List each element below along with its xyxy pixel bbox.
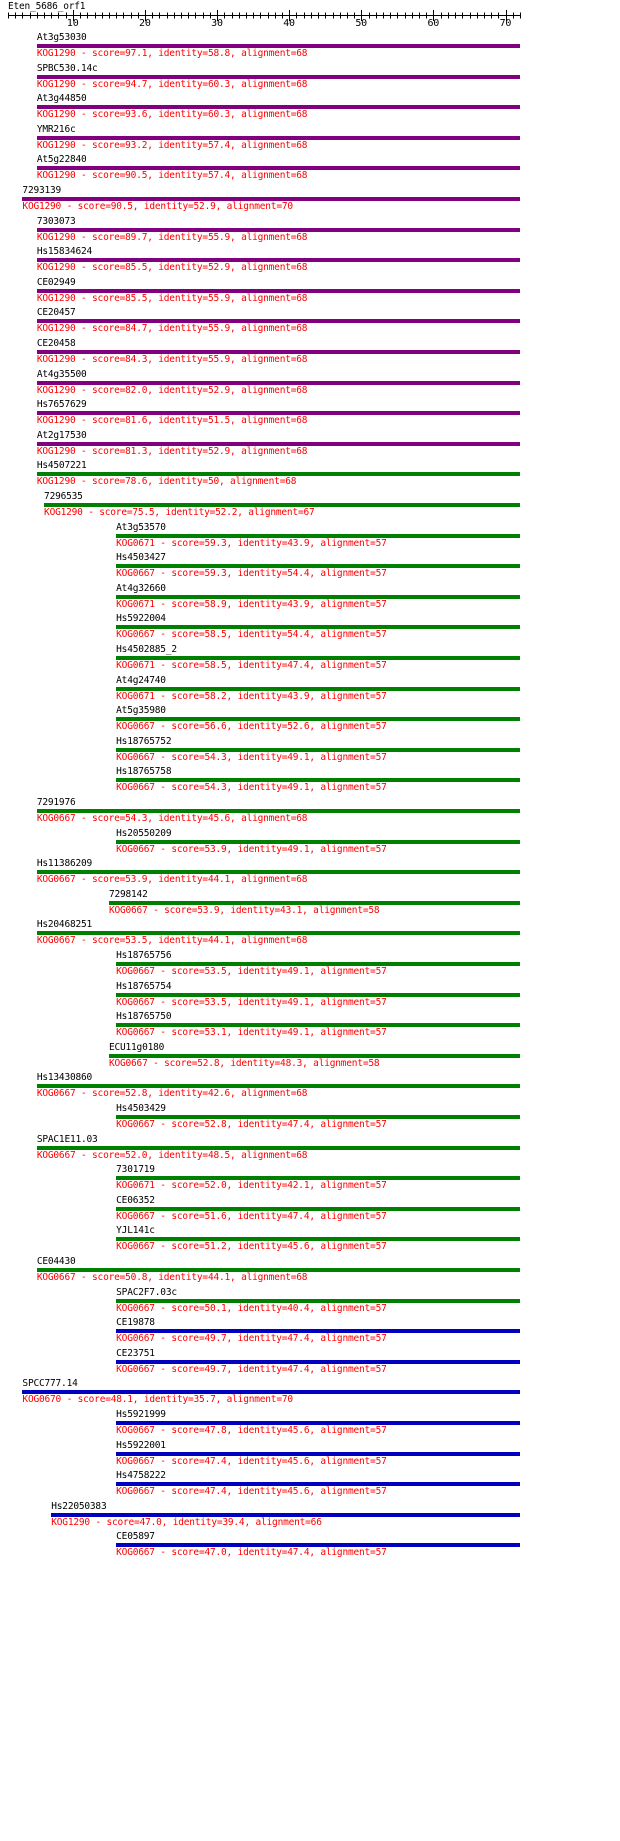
ruler-tick-label: 70 bbox=[499, 18, 512, 29]
hit-description: KOG0667 - score=47.0, identity=47.4, alignment=57 bbox=[116, 1547, 387, 1559]
ruler-tick-label: 10 bbox=[66, 18, 79, 29]
hit-description: KOG1290 - score=97.1, identity=58.8, alignment=68 bbox=[36, 48, 308, 59]
hit-name[interactable]: ECU11g0180 bbox=[108, 1041, 165, 1053]
hit-name[interactable]: 7291976 bbox=[36, 797, 76, 808]
hit-name[interactable]: Hs20550209 bbox=[116, 827, 172, 839]
hit-description: KOG1290 - score=84.7, identity=55.9, alignment=68 bbox=[36, 323, 308, 335]
hit-description: KOG0667 - score=53.9, identity=43.1, alignment=58 bbox=[108, 904, 380, 916]
hit-description: KOG1290 - score=94.7, identity=60.3, alignment=68 bbox=[36, 78, 308, 90]
hit-description: KOG0671 - score=58.5, identity=47.4, alignment=57 bbox=[116, 660, 387, 671]
hit-name[interactable]: 7298142 bbox=[108, 888, 148, 900]
position-ruler bbox=[0, 0, 620, 32]
hit-description: KOG0671 - score=58.2, identity=43.9, alignment=57 bbox=[116, 690, 387, 702]
hit-name[interactable]: Hs5921999 bbox=[116, 1409, 166, 1420]
hit-description: KOG1290 - score=85.5, identity=52.9, alignment=68 bbox=[36, 262, 308, 274]
hit-name[interactable]: SPAC1E11.03 bbox=[36, 1133, 98, 1145]
hit-description: KOG0667 - score=49.7, identity=47.4, alignment=57 bbox=[116, 1363, 387, 1375]
hit-description: KOG0667 - score=50.8, identity=44.1, alignment=68 bbox=[36, 1272, 308, 1283]
hit-description: KOG0667 - score=56.6, identity=52.6, alignment=57 bbox=[116, 721, 387, 733]
hit-description: KOG1290 - score=90.5, identity=57.4, alignment=68 bbox=[36, 170, 308, 182]
hit-description: KOG0667 - score=47.4, identity=45.6, alignment=57 bbox=[116, 1455, 387, 1467]
hit-description: KOG0667 - score=53.5, identity=49.1, alignment=57 bbox=[116, 996, 387, 1008]
hit-name[interactable]: Hs18765754 bbox=[116, 980, 172, 992]
hit-name[interactable]: Hs18765750 bbox=[116, 1011, 172, 1023]
hit-description: KOG0667 - score=54.3, identity=49.1, alignment=57 bbox=[116, 751, 387, 763]
hit-description: KOG0667 - score=53.1, identity=49.1, alignment=57 bbox=[116, 1027, 387, 1039]
hit-description: KOG0667 - score=52.8, identity=48.3, alignment=58 bbox=[108, 1057, 380, 1069]
hit-name[interactable]: At3g53570 bbox=[116, 521, 166, 533]
hit-name[interactable]: At3g53030 bbox=[36, 32, 87, 43]
hit-name[interactable]: Hs4502885_2 bbox=[116, 644, 177, 655]
hit-description: KOG0671 - score=52.0, identity=42.1, alignment=57 bbox=[116, 1180, 387, 1192]
hit-description: KOG0667 - score=58.5, identity=54.4, alignment=57 bbox=[116, 629, 387, 641]
hit-name[interactable]: Hs5922004 bbox=[116, 613, 166, 625]
hit-description: KOG0667 - score=47.8, identity=45.6, alignment=57 bbox=[116, 1425, 387, 1436]
hit-description: KOG0667 - score=53.9, identity=44.1, alignment=68 bbox=[36, 874, 308, 886]
hit-description: KOG1290 - score=78.6, identity=50, alignment=68 bbox=[36, 476, 297, 488]
ruler-tick-label: 40 bbox=[283, 18, 295, 29]
hit-name[interactable]: 7303073 bbox=[36, 215, 76, 227]
hit-description: KOG0667 - score=49.7, identity=47.4, alignment=57 bbox=[116, 1333, 387, 1345]
ruler-tick-label: 20 bbox=[139, 18, 151, 29]
hit-description: KOG1290 - score=90.5, identity=52.9, alignment=70 bbox=[22, 201, 293, 212]
hit-name[interactable]: CE20457 bbox=[36, 307, 76, 319]
hit-name[interactable]: At5g35980 bbox=[116, 705, 166, 717]
hit-name[interactable]: Hs4503427 bbox=[116, 552, 166, 564]
hit-description: KOG1290 - score=93.2, identity=57.4, alignment=68 bbox=[36, 139, 308, 151]
ruler-tick-label: 60 bbox=[427, 18, 440, 29]
hit-name[interactable]: Hs4507221 bbox=[36, 460, 87, 472]
hit-name[interactable]: Hs5922001 bbox=[116, 1439, 166, 1451]
hit-name[interactable]: CE19878 bbox=[116, 1317, 155, 1329]
hit-description: KOG1290 - score=47.0, identity=39.4, alignment=66 bbox=[51, 1516, 322, 1528]
hit-description: KOG1290 - score=81.6, identity=51.5, alignment=68 bbox=[36, 415, 308, 427]
ruler-tick-label: 50 bbox=[355, 18, 367, 29]
hit-name[interactable]: CE04430 bbox=[36, 1256, 76, 1267]
hit-name[interactable]: Hs13430860 bbox=[36, 1072, 93, 1084]
hit-description: KOG1290 - score=82.0, identity=52.9, alignment=68 bbox=[36, 384, 308, 396]
hit-name[interactable]: Hs18765756 bbox=[116, 950, 172, 961]
hit-name[interactable]: SPAC2F7.03c bbox=[116, 1286, 177, 1298]
hit-name[interactable]: At3g44850 bbox=[36, 93, 87, 105]
hit-name[interactable]: At4g35500 bbox=[36, 368, 87, 380]
hit-name[interactable]: Hs22050383 bbox=[51, 1500, 107, 1512]
hit-description: KOG0671 - score=59.3, identity=43.9, alignment=57 bbox=[116, 537, 387, 549]
query-title: Eten_5686_orf1 bbox=[8, 1, 86, 12]
hit-description: KOG1290 - score=84.3, identity=55.9, alignment=68 bbox=[36, 354, 308, 365]
hit-description: KOG0667 - score=52.8, identity=47.4, alignment=57 bbox=[116, 1119, 387, 1130]
hit-description: KOG1290 - score=85.5, identity=55.9, alignment=68 bbox=[36, 292, 308, 304]
hit-name[interactable]: Hs18765758 bbox=[116, 766, 172, 778]
hit-description: KOG0667 - score=52.8, identity=42.6, alignment=68 bbox=[36, 1088, 308, 1100]
hit-description: KOG0667 - score=51.6, identity=47.4, alignment=57 bbox=[116, 1210, 387, 1222]
hit-description: KOG0667 - score=53.5, identity=49.1, alignment=57 bbox=[116, 966, 387, 977]
hit-name[interactable]: 7296535 bbox=[44, 491, 83, 502]
hit-name[interactable]: Hs15834624 bbox=[36, 246, 93, 258]
hit-description: KOG0667 - score=54.3, identity=45.6, alignment=68 bbox=[36, 813, 308, 824]
hit-description: KOG1290 - score=93.6, identity=60.3, alignment=68 bbox=[36, 109, 308, 121]
hit-name[interactable]: Hs11386209 bbox=[36, 858, 93, 870]
hit-name[interactable]: CE06352 bbox=[116, 1194, 155, 1206]
hit-name[interactable]: CE20458 bbox=[36, 338, 76, 349]
hit-description: KOG0667 - score=59.3, identity=54.4, alignment=57 bbox=[116, 568, 387, 580]
hit-description: KOG1290 - score=89.7, identity=55.9, alignment=68 bbox=[36, 231, 308, 243]
hit-description: KOG0667 - score=51.2, identity=45.6, alignment=57 bbox=[116, 1241, 387, 1253]
hit-description: KOG0667 - score=50.1, identity=40.4, alignment=57 bbox=[116, 1302, 387, 1314]
hit-description: KOG0667 - score=54.3, identity=49.1, alignment=57 bbox=[116, 782, 387, 794]
hit-name[interactable]: Hs4503429 bbox=[116, 1103, 166, 1114]
hit-name[interactable]: SPBC530.14c bbox=[36, 62, 98, 74]
hit-name[interactable]: 7301719 bbox=[116, 1164, 155, 1176]
hit-name[interactable]: Hs4758222 bbox=[116, 1470, 166, 1482]
hit-name[interactable]: At4g32660 bbox=[116, 582, 166, 594]
hit-description: KOG1290 - score=81.3, identity=52.9, alignment=68 bbox=[36, 445, 308, 457]
hit-name[interactable]: 7293139 bbox=[22, 185, 62, 196]
hit-description: KOG0667 - score=53.9, identity=49.1, alignment=57 bbox=[116, 843, 387, 855]
hit-name[interactable]: CE02949 bbox=[36, 276, 76, 288]
hit-description: KOG0667 - score=47.4, identity=45.6, alignment=57 bbox=[116, 1486, 387, 1498]
hit-name[interactable]: SPCC777.14 bbox=[22, 1378, 78, 1390]
hit-name[interactable]: CE23751 bbox=[116, 1347, 155, 1359]
hit-name[interactable]: Hs18765752 bbox=[116, 735, 172, 747]
hit-name[interactable]: CE05897 bbox=[116, 1531, 155, 1543]
hit-name[interactable]: Hs7657629 bbox=[36, 399, 87, 411]
hit-name[interactable]: At4g24740 bbox=[116, 674, 166, 686]
hit-description: KOG0671 - score=58.9, identity=43.9, alignment=57 bbox=[116, 598, 387, 610]
hit-name[interactable]: At5g22840 bbox=[36, 154, 87, 166]
hit-name[interactable]: YJL141c bbox=[116, 1225, 155, 1237]
hit-description: KOG1290 - score=75.5, identity=52.2, alignment=67 bbox=[44, 507, 315, 518]
hit-name[interactable]: At2g17530 bbox=[36, 429, 87, 441]
hit-description: KOG0670 - score=48.1, identity=35.7, alignment=70 bbox=[22, 1394, 293, 1406]
hit-name[interactable]: Hs20468251 bbox=[36, 919, 93, 931]
hit-description: KOG0667 - score=53.5, identity=44.1, alignment=68 bbox=[36, 935, 308, 947]
ruler-tick-label: 30 bbox=[211, 18, 223, 29]
hit-description: KOG0667 - score=52.0, identity=48.5, alignment=68 bbox=[36, 1149, 308, 1161]
hit-name[interactable]: YMR216c bbox=[36, 123, 76, 135]
